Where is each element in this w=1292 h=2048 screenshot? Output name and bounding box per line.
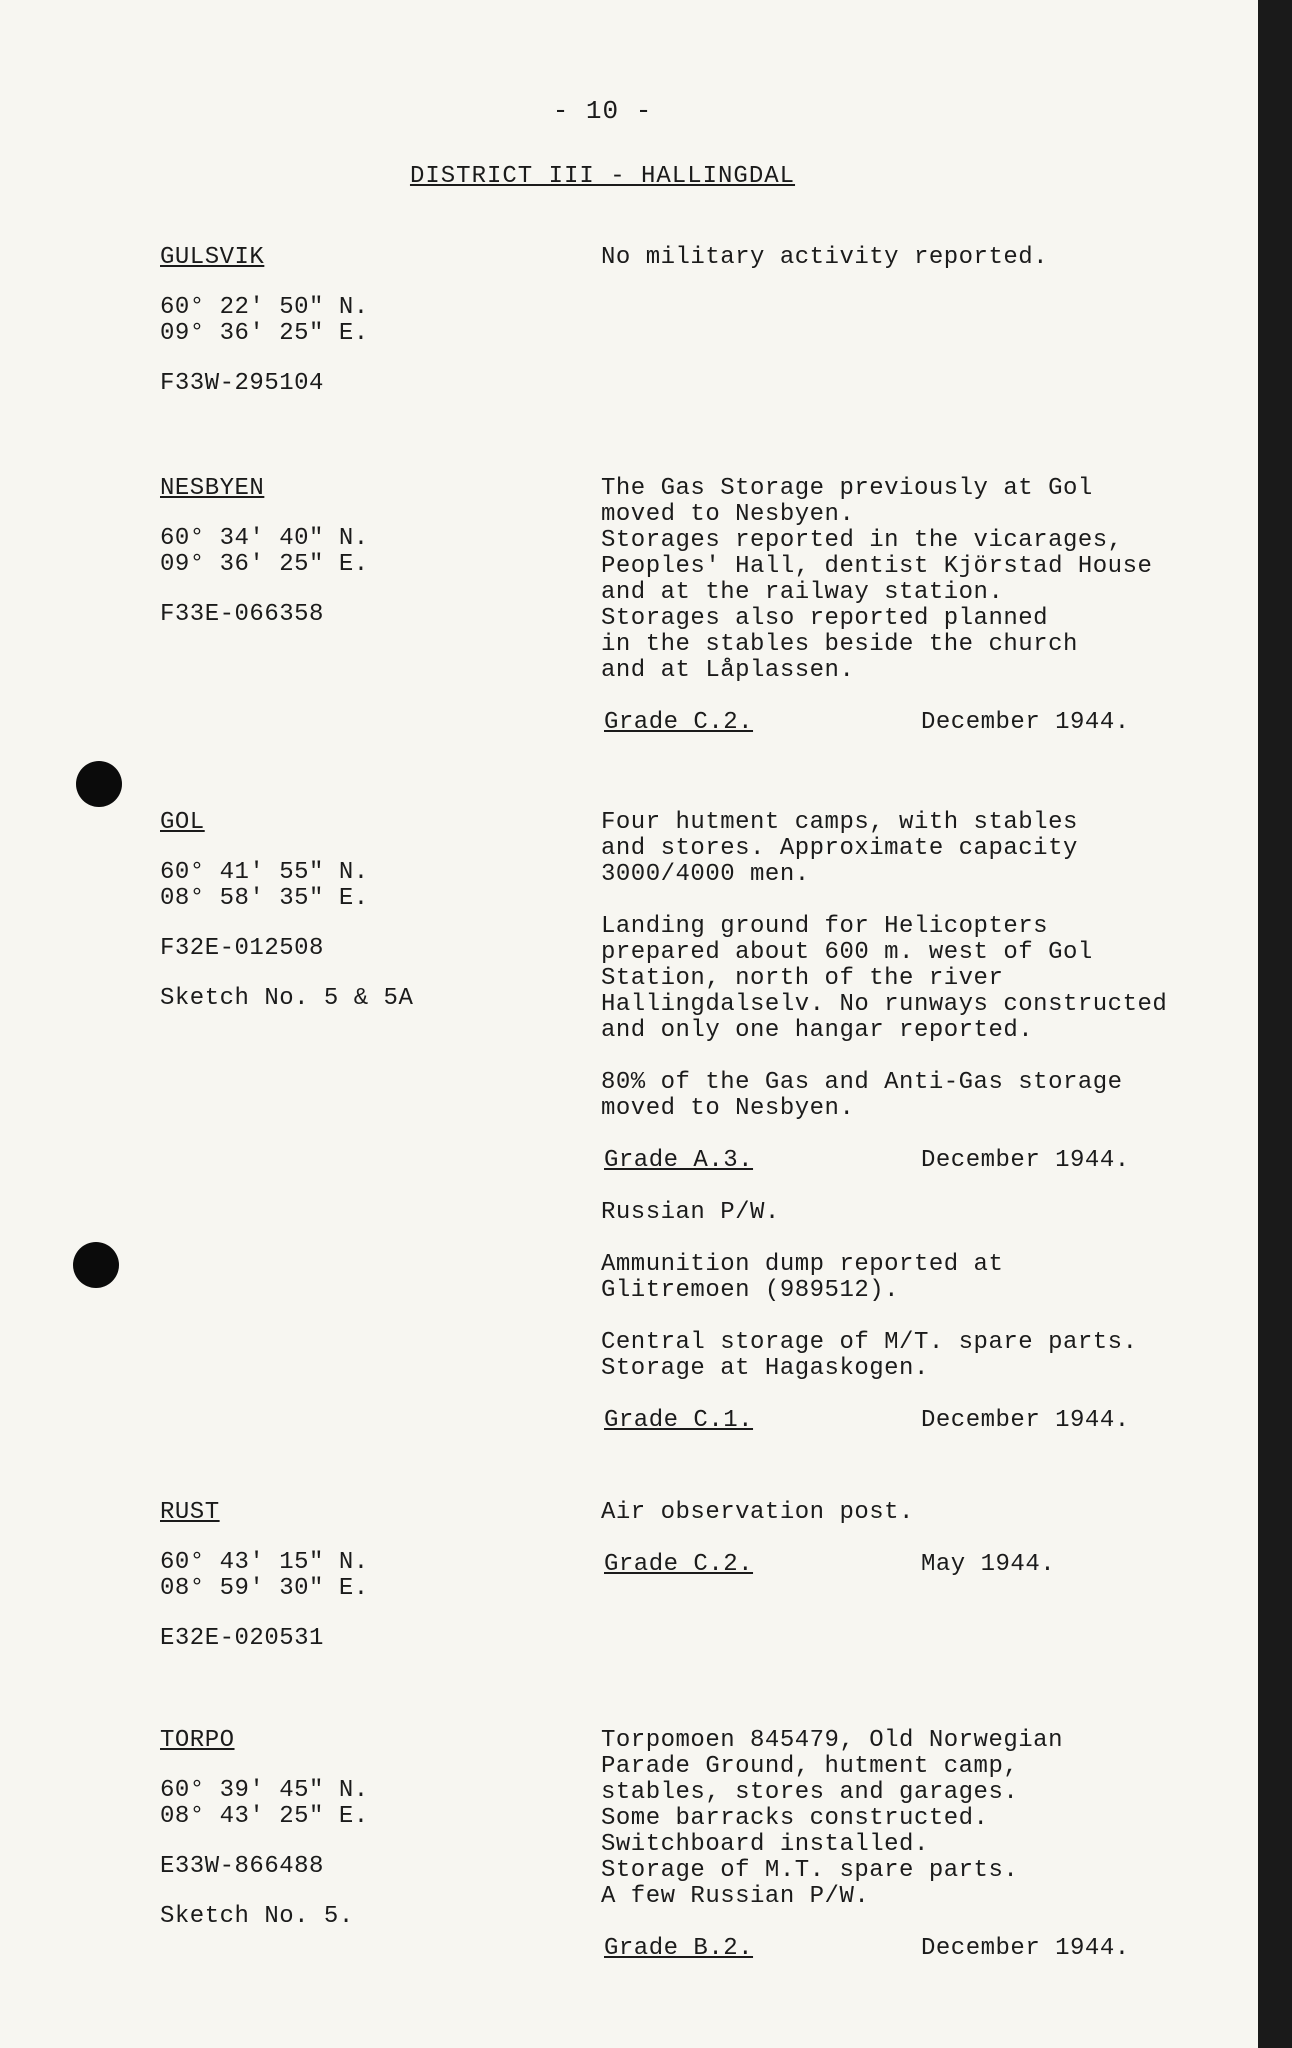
report-paragraph — [601, 1330, 1221, 1382]
report-paragraph — [601, 1200, 1221, 1226]
latitude: 60° 43' 15" N. — [160, 1549, 369, 1576]
page-number: - 10 - — [552, 96, 653, 126]
location-name: GOL — [160, 809, 205, 836]
report-line: Storage of M.T. spare parts. — [601, 1857, 1019, 1884]
report-line: No military activity reported. — [601, 244, 1049, 271]
location-block-nesbyen — [160, 476, 580, 628]
report-line: in the stables beside the church — [601, 631, 1078, 658]
report-paragraph — [601, 1252, 1221, 1304]
report-line: A few Russian P/W. — [601, 1883, 870, 1910]
report-line: Glitremoen (989512). — [601, 1277, 900, 1304]
report-line: Four hutment camps, with stables — [601, 809, 1078, 836]
coordinates — [160, 1550, 580, 1602]
report-line: Central storage of M/T. spare parts. — [601, 1329, 1138, 1356]
report-line: prepared about 600 m. west of Gol — [601, 939, 1093, 966]
punch-hole — [73, 1242, 119, 1288]
report-line: Ammunition dump reported at — [601, 1251, 1004, 1278]
report-paragraph — [601, 476, 1221, 684]
report-line: Switchboard installed. — [601, 1831, 929, 1858]
latitude: 60° 39' 45" N. — [160, 1777, 369, 1804]
report-line: 80% of the Gas and Anti-Gas storage — [601, 1069, 1123, 1096]
grade-row — [601, 1408, 1221, 1434]
report-line: Parade Ground, hutment camp, — [601, 1753, 1019, 1780]
report-line: and stores. Approximate capacity — [601, 835, 1078, 862]
report-paragraph — [601, 810, 1221, 888]
report-line: and at the railway station. — [601, 579, 1004, 606]
report-line: Landing ground for Helicopters — [601, 913, 1049, 940]
longitude: 08° 43' 25" E. — [160, 1803, 369, 1830]
report-date: December 1944. — [921, 1147, 1130, 1174]
report-line: and at Låplassen. — [601, 657, 855, 684]
report-line: moved to Nesbyen. — [601, 501, 855, 528]
longitude: 08° 58' 35" E. — [160, 885, 369, 912]
report-line: Hallingdalselv. No runways constructed — [601, 991, 1168, 1018]
grade-row — [601, 1936, 1221, 1962]
report-line: stables, stores and garages. — [601, 1779, 1019, 1806]
report-line: Peoples' Hall, dentist Kjörstad House — [601, 553, 1153, 580]
grade-row — [601, 710, 1221, 736]
longitude: 08° 59' 30" E. — [160, 1575, 369, 1602]
location-block-gulsvik — [160, 245, 580, 397]
location-block-torpo — [160, 1728, 580, 1930]
coordinates — [160, 526, 580, 578]
longitude: 09° 36' 25" E. — [160, 551, 369, 578]
grade: Grade B.2. — [604, 1935, 754, 1962]
report-line: 3000/4000 men. — [601, 861, 810, 888]
report-line: The Gas Storage previously at Gol — [601, 475, 1093, 502]
latitude: 60° 41' 55" N. — [160, 859, 369, 886]
location-name: NESBYEN — [160, 475, 265, 502]
grid-reference: E33W-866488 — [160, 1853, 324, 1880]
report-date: May 1944. — [921, 1551, 1056, 1578]
report-line: Air observation post. — [601, 1499, 914, 1526]
coordinates — [160, 860, 580, 912]
report-line: and only one hangar reported. — [601, 1017, 1034, 1044]
grid-reference: F33E-066358 — [160, 601, 324, 628]
report-line: Storage at Hagaskogen. — [601, 1355, 929, 1382]
location-block-gol — [160, 810, 580, 1012]
location-block-rust — [160, 1500, 580, 1652]
coordinates — [160, 295, 580, 347]
grade: Grade A.3. — [604, 1147, 754, 1174]
report-date: December 1944. — [921, 1935, 1130, 1962]
report-paragraph — [601, 1728, 1221, 1910]
report-gulsvik — [601, 245, 1221, 297]
latitude: 60° 34' 40" N. — [160, 525, 369, 552]
coordinates — [160, 1778, 580, 1830]
location-name: RUST — [160, 1499, 220, 1526]
report-line: Storages also reported planned — [601, 605, 1049, 632]
location-name: GULSVIK — [160, 244, 265, 271]
page-title: DISTRICT III - HALLINGDAL — [409, 163, 796, 190]
longitude: 09° 36' 25" E. — [160, 320, 369, 347]
grid-reference: E32E-020531 — [160, 1625, 324, 1652]
report-paragraph — [601, 245, 1221, 271]
report-paragraph — [601, 914, 1221, 1044]
report-line: moved to Nesbyen. — [601, 1095, 855, 1122]
grid-reference: F32E-012508 — [160, 935, 324, 962]
report-nesbyen — [601, 476, 1221, 762]
report-date: December 1944. — [921, 709, 1130, 736]
report-torpo — [601, 1728, 1221, 1988]
report-line: Some barracks constructed. — [601, 1805, 989, 1832]
grade: Grade C.2. — [604, 709, 754, 736]
report-date: December 1944. — [921, 1407, 1130, 1434]
grade-row — [601, 1148, 1221, 1174]
report-rust — [601, 1500, 1221, 1604]
grade-row — [601, 1552, 1221, 1578]
sketch-reference: Sketch No. 5. — [160, 1903, 354, 1930]
location-name: TORPO — [160, 1727, 235, 1754]
report-paragraph — [601, 1500, 1221, 1526]
sketch-reference: Sketch No. 5 & 5A — [160, 985, 414, 1012]
punch-hole — [76, 761, 122, 807]
report-paragraph — [601, 1070, 1221, 1122]
report-line: Torpomoen 845479, Old Norwegian — [601, 1727, 1063, 1754]
report-gol — [601, 810, 1221, 1460]
report-line: Storages reported in the vicarages, — [601, 527, 1123, 554]
grade: Grade C.2. — [604, 1551, 754, 1578]
grid-reference: F33W-295104 — [160, 370, 324, 397]
report-line: Russian P/W. — [601, 1199, 780, 1226]
grade: Grade C.1. — [604, 1407, 754, 1434]
report-line: Station, north of the river — [601, 965, 1004, 992]
latitude: 60° 22' 50" N. — [160, 294, 369, 321]
